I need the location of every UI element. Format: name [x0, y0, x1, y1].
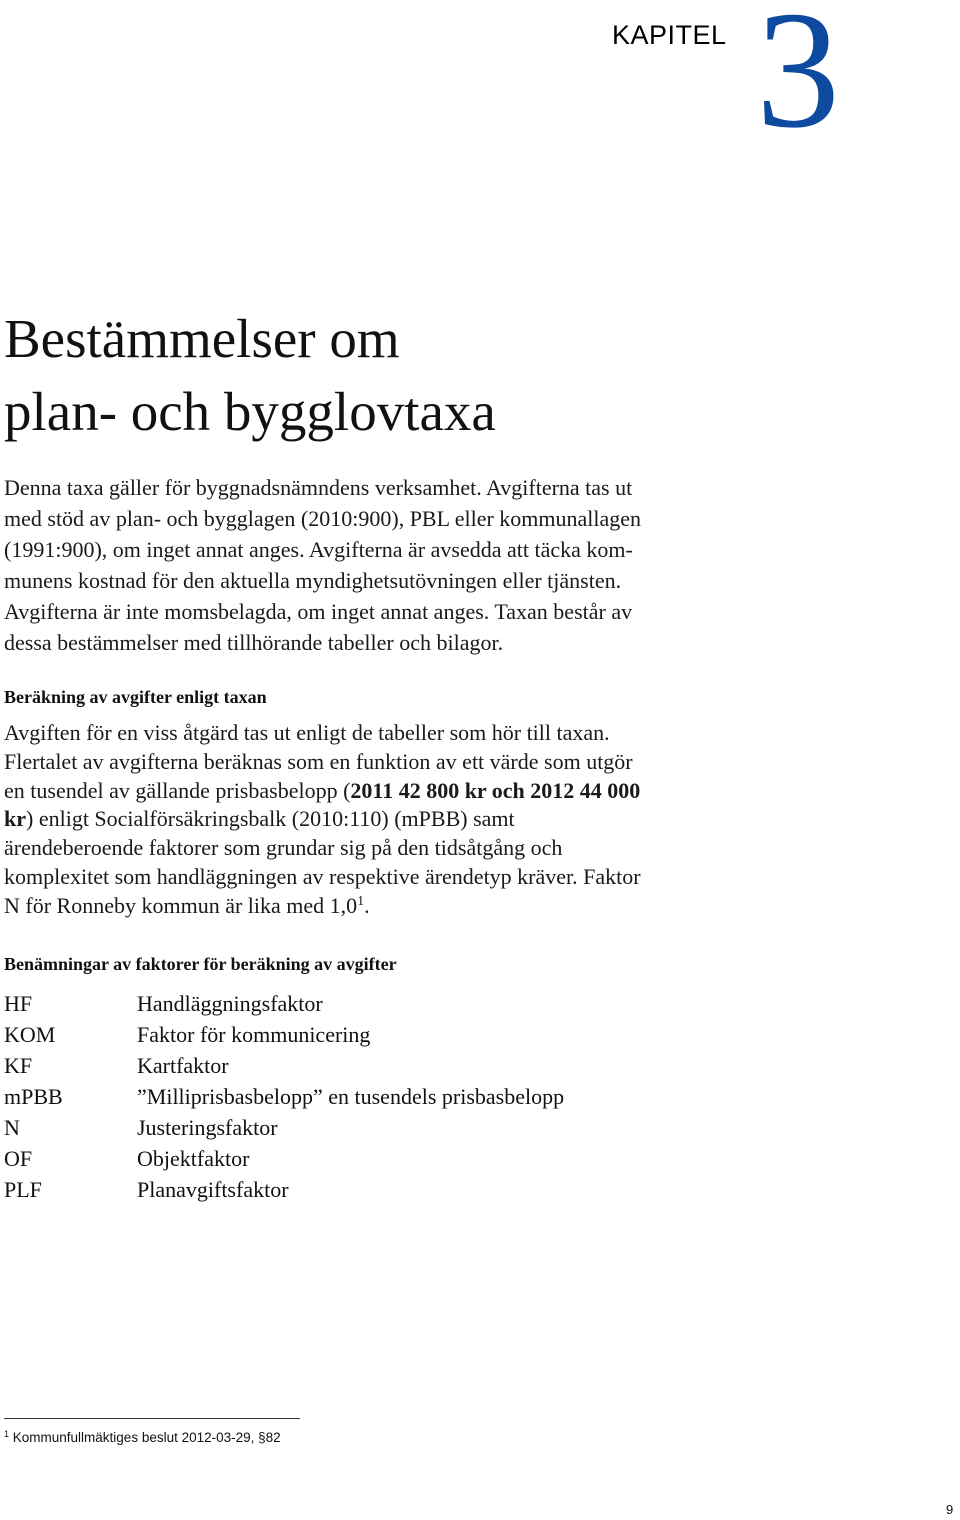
text-line: munens kostnad för den aktuella myndighetsutövningen eller tjänsten.: [4, 568, 622, 593]
text-line: dessa bestämmelser med tillhörande tabeller och bilagor.: [4, 630, 504, 655]
footnote-reference: 1: [357, 893, 365, 909]
factor-abbreviation: PLF: [4, 1176, 42, 1202]
factor-abbreviation: HF: [4, 990, 33, 1016]
section-heading-factors: Benämningar av faktorer för beräkning av avgifter: [4, 954, 397, 974]
text-line: [4, 805, 744, 834]
factor-row: [4, 1174, 564, 1205]
text-line: Avgiften för en viss åtgärd tas ut enligt de tabeller som hör till taxan.: [4, 720, 610, 745]
factor-abbreviation: OF: [4, 1145, 33, 1171]
factor-description: Faktor för kommunicering: [137, 1021, 371, 1047]
text-run: en tusendel av gällande prisbasbelopp (: [4, 777, 351, 803]
text-run: .: [364, 892, 370, 918]
factor-row: [4, 1050, 564, 1081]
text-line: Avgifterna är inte momsbelagda, om inget annat anges. Taxan består av: [4, 599, 633, 624]
factor-abbreviation: mPBB: [4, 1083, 63, 1109]
footnote-marker: 1: [4, 1429, 10, 1439]
price-base-amounts: 2011 42 800 kr och 2012 44 000: [350, 777, 641, 803]
factor-description: Objektfaktor: [137, 1145, 250, 1171]
factor-description: Handläggningsfaktor: [137, 990, 323, 1016]
currency-unit: kr: [4, 806, 26, 832]
footnote-divider: [4, 1418, 300, 1419]
factor-description: Justeringsfaktor: [137, 1114, 278, 1140]
factor-row: [4, 1081, 564, 1112]
text-line: Flertalet av avgifterna beräknas som en funktion av ett värde som utgör: [4, 748, 633, 774]
factor-row: [4, 1019, 564, 1050]
factor-abbreviation: KOM: [4, 1021, 56, 1047]
page-number: 9: [946, 1502, 954, 1517]
chapter-label: KAPITEL: [612, 20, 727, 50]
section-heading-calculation: Beräkning av avgifter enligt taxan: [4, 687, 267, 707]
factor-row: [4, 988, 564, 1019]
chapter-number: 3: [756, 0, 840, 163]
text-run: N för Ronneby kommun är lika med 1,0: [4, 892, 358, 918]
page-title: [4, 302, 496, 448]
calculation-paragraph: [4, 719, 744, 921]
footnote-text: Kommunfullmäktiges beslut 2012-03-29, §82: [9, 1430, 281, 1445]
text-line: [4, 892, 744, 921]
title-line: plan- och bygglovtaxa: [4, 381, 496, 442]
intro-paragraph: [4, 472, 744, 658]
factor-abbreviation: N: [4, 1114, 20, 1140]
factor-list: [4, 988, 564, 1205]
text-line: med stöd av plan- och bygglagen (2010:900), PBL eller kommunallagen: [4, 506, 642, 531]
factor-abbreviation: KF: [4, 1052, 33, 1078]
text-line: komplexitet som handläggningen av respektive ärendetyp kräver. Faktor: [4, 863, 641, 889]
factor-row: [4, 1112, 564, 1143]
text-line: Denna taxa gäller för byggnadsnämndens verksamhet. Avgifterna tas ut: [4, 475, 633, 500]
factor-description: Planavgiftsfaktor: [137, 1176, 289, 1202]
text-line: (1991:900), om inget annat anges. Avgifterna är avsedda att täcka kom-: [4, 537, 633, 562]
text-run: ) enligt Socialförsäkringsbalk (2010:110) (mPBB) samt: [26, 806, 515, 832]
factor-description: Kartfaktor: [137, 1052, 229, 1078]
factor-row: [4, 1143, 564, 1174]
text-line: ärendeberoende faktorer som grundar sig på den tidsåtgång och: [4, 835, 563, 861]
text-line: [4, 777, 744, 806]
title-line: Bestämmelser om: [4, 308, 400, 369]
footnote: [4, 1430, 281, 1445]
factor-description: ”Milliprisbasbelopp” en tusendels prisbasbelopp: [137, 1083, 565, 1109]
